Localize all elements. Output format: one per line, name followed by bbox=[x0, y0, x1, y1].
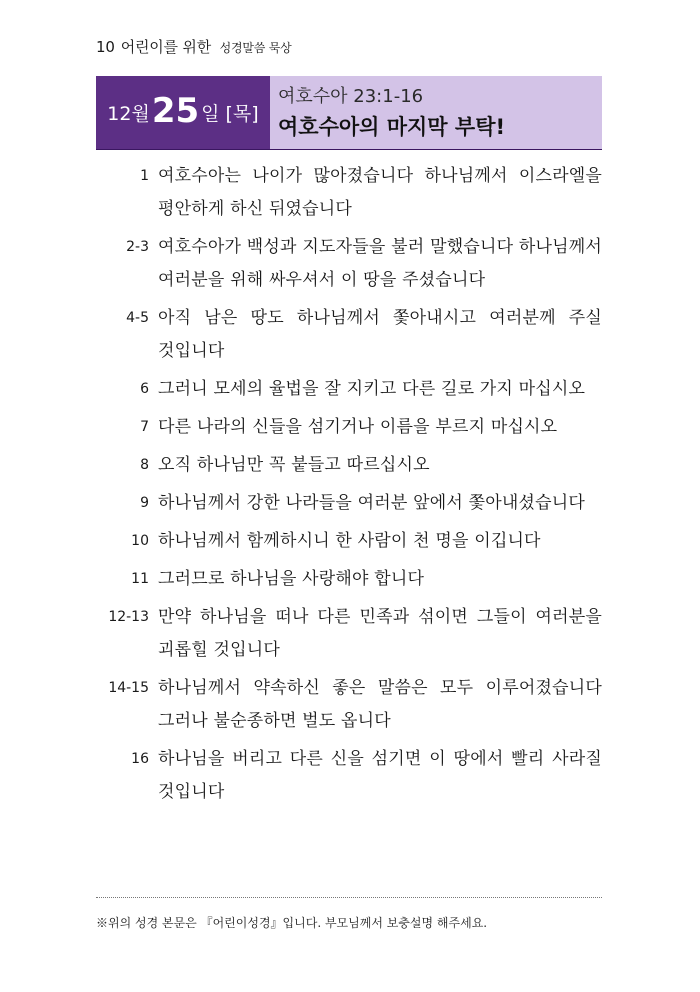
verse-number: 4-5 bbox=[126, 310, 149, 326]
passage-title: 여호수아의 마지막 부탁! bbox=[278, 115, 506, 139]
verse-number: 12-13 bbox=[108, 609, 149, 625]
verse-number: 10 bbox=[131, 533, 149, 549]
footer-divider bbox=[96, 897, 602, 898]
verse-text: 만약 하나님을 떠나 다른 민족과 섞이면 그들이 여러분을 괴롭힐 것입니다 bbox=[158, 607, 602, 660]
title-box bbox=[270, 76, 602, 149]
verse-item bbox=[96, 601, 602, 667]
verse-item bbox=[96, 231, 602, 297]
verse-item bbox=[96, 563, 602, 596]
book-title: 어린이를 위한 bbox=[120, 38, 211, 56]
verse-number: 2-3 bbox=[126, 239, 149, 255]
verse-number: 9 bbox=[140, 495, 149, 511]
weekday-label: [목] bbox=[225, 103, 259, 125]
verse-item bbox=[96, 302, 602, 368]
verse-text: 여호수아가 백성과 지도자들을 불러 말했습니다 하나님께서 여러분을 위해 싸우셔서 이 땅을 주셨습니다 bbox=[158, 237, 602, 290]
verse-item bbox=[96, 449, 602, 482]
verse-text: 하나님을 버리고 다른 신을 섬기면 이 땅에서 빨리 사라질 것입니다 bbox=[158, 749, 602, 802]
book-subtitle: 성경말씀 묵상 bbox=[219, 41, 292, 55]
verse-number: 1 bbox=[140, 168, 149, 184]
scripture-reference: 여호수아 23:1-16 bbox=[278, 86, 424, 107]
page-number: 10 bbox=[96, 38, 115, 56]
running-header bbox=[96, 36, 292, 57]
day-number: 25 bbox=[151, 90, 200, 131]
verse-item bbox=[96, 160, 602, 226]
verse-text: 하나님께서 약속하신 좋은 말씀은 모두 이루어졌습니다 그러나 불순종하면 벌도 옵니다 bbox=[158, 678, 602, 731]
verse-text: 아직 남은 땅도 하나님께서 쫓아내시고 여러분께 주실 것입니다 bbox=[158, 308, 602, 361]
verse-item bbox=[96, 411, 602, 444]
verse-item bbox=[96, 672, 602, 738]
date-box bbox=[96, 76, 270, 149]
verse-number: 14-15 bbox=[108, 680, 149, 696]
verse-number: 16 bbox=[131, 751, 149, 767]
verse-item bbox=[96, 743, 602, 809]
verse-text: 그러니 모세의 율법을 잘 지키고 다른 길로 가지 마십시오 bbox=[158, 379, 586, 399]
verse-text: 여호수아는 나이가 많아졌습니다 하나님께서 이스라엘을 평안하게 하신 뒤였습니다 bbox=[158, 166, 602, 219]
verse-number: 6 bbox=[140, 381, 149, 397]
verse-number: 7 bbox=[140, 419, 149, 435]
month-label: 12월 bbox=[107, 103, 150, 125]
verse-number: 8 bbox=[140, 457, 149, 473]
verse-text: 하나님께서 함께하시니 한 사람이 천 명을 이깁니다 bbox=[158, 531, 541, 551]
verse-text: 다른 나라의 신들을 섬기거나 이름을 부르지 마십시오 bbox=[158, 417, 558, 437]
verse-text: 하나님께서 강한 나라들을 여러분 앞에서 쫓아내셨습니다 bbox=[158, 493, 585, 513]
day-suffix: 일 bbox=[201, 103, 220, 125]
verse-text: 그러므로 하나님을 사랑해야 합니다 bbox=[158, 569, 425, 589]
devotion-banner bbox=[96, 76, 602, 150]
verse-item bbox=[96, 373, 602, 406]
verse-item bbox=[96, 525, 602, 558]
footnote: ※위의 성경 본문은 『어린이성경』입니다. 부모님께서 보충설명 해주세요. bbox=[96, 916, 488, 930]
verse-list bbox=[96, 160, 602, 814]
verse-item bbox=[96, 487, 602, 520]
verse-text: 오직 하나님만 꼭 붙들고 따르십시오 bbox=[158, 455, 430, 475]
verse-number: 11 bbox=[131, 571, 149, 587]
